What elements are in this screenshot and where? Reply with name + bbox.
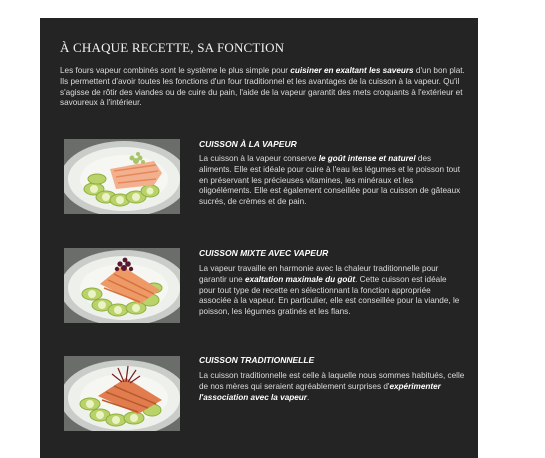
- section-text-steam-1: La cuisson à la vapeur conserve: [199, 154, 319, 163]
- section-highlight-traditional: expérimenter l'association avec la vapeur: [199, 381, 441, 402]
- section-text-traditional: [199, 371, 465, 403]
- intro-paragraph: [60, 66, 465, 109]
- section-text-traditional-2: .: [307, 392, 310, 402]
- section-text-steam: [199, 154, 465, 208]
- salmon-plate-traditional-photo: [64, 356, 180, 431]
- section-text-traditional-1: La cuisson traditionnelle est celle à laquelle nous sommes habitués, celle de nos mères qui seraient agréablement surprises d': [199, 371, 465, 391]
- section-title-steam: CUISSON À LA VAPEUR: [199, 139, 297, 149]
- section-highlight-steam: le goût intense et naturel: [318, 154, 416, 163]
- section-text-combi-2: . Cette cuisson est idéale pour tout type de recette en sélectionnant la fonction appropriée associée à la vapeur. En particulier, elle est conseillée pour la viande, le poisson, les légumes gratinés et les flans.: [199, 274, 460, 317]
- salmon-plate-combi-photo: [64, 248, 180, 323]
- intro-text-2: d'un bon plat. Ils permettent d'avoir toutes les fonctions d'un four traditionnel et les avantages de la cuisson à la vapeur. Qu'il s'agisse de rôtir des viandes ou de cuire du pain, l'aide de la vapeur garantit des mets croquants à l'extérieur et savoureux à l'intérieur.: [60, 66, 465, 108]
- intro-text-1: Les fours vapeur combinés sont le système le plus simple pour: [60, 66, 291, 75]
- page-title: À CHAQUE RECETTE, SA FONCTION: [60, 40, 285, 55]
- content-panel: [40, 18, 478, 458]
- section-title-traditional: CUISSON TRADITIONNELLE: [199, 355, 315, 365]
- section-title-combi: CUISSON MIXTE AVEC VAPEUR: [199, 248, 329, 258]
- salmon-plate-steamed-photo: [64, 139, 180, 214]
- section-text-combi-1: La vapeur travaille en harmonie avec la chaleur traditionnelle pour garantir une: [199, 264, 439, 284]
- intro-highlight: cuisiner en exaltant les saveurs: [290, 66, 414, 75]
- section-text-combi: [199, 264, 465, 318]
- section-text-steam-2: des aliments. Elle est idéale pour cuire à l'eau les légumes et le poisson tout en préservant les précieuses vitamines, les minéraux et les oligoéléments. Elle est également conseillée pour la cuisson de gâteaux sucrés, de crèmes et de pain.: [199, 154, 461, 207]
- section-highlight-combi: exaltation maximale du goût: [244, 274, 356, 284]
